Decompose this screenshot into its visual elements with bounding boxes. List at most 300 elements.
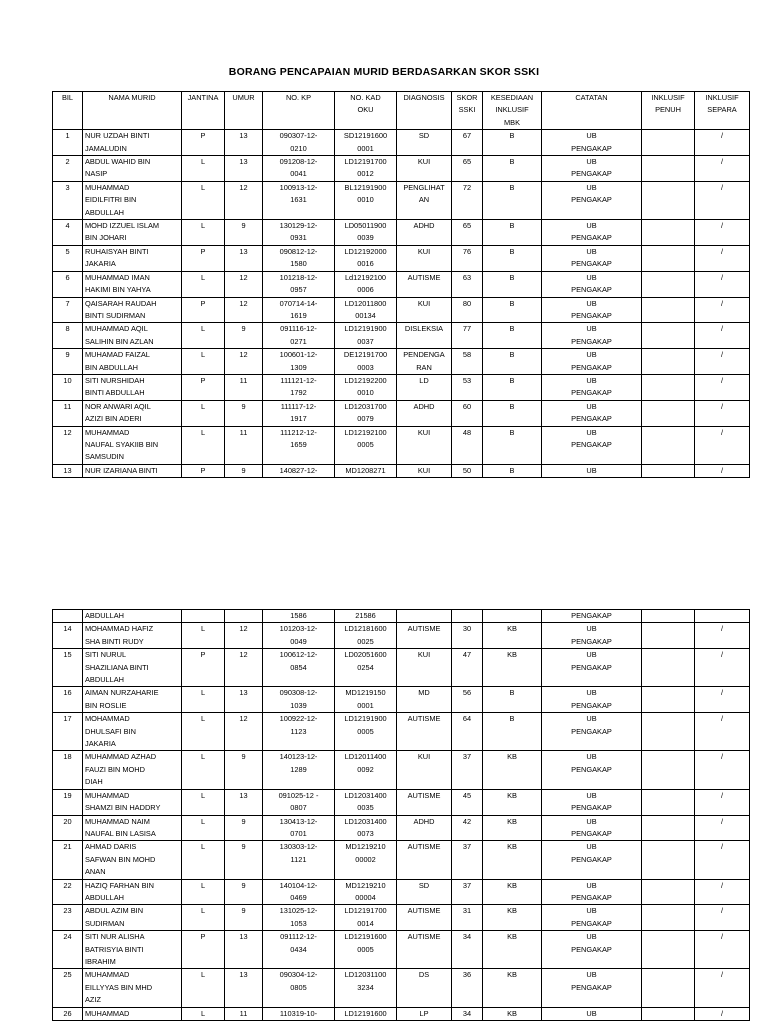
table-header-row: [53, 92, 750, 130]
table-row: [53, 623, 750, 649]
cell-no-kp: 111117-12- 1917: [263, 400, 335, 426]
cell-kesediaan-inklusif: KB: [483, 649, 542, 687]
cell-diagnosis: LD: [397, 374, 452, 400]
cell-diagnosis: KUI: [397, 649, 452, 687]
header-nama-murid: NAMA MURID: [83, 92, 182, 130]
cell-no-kad-oku: LD12191900 0037: [335, 323, 397, 349]
cell-kesediaan-inklusif: KB: [483, 751, 542, 789]
cell-inklusif-separa: /: [695, 374, 750, 400]
cell-inklusif-separa: /: [695, 713, 750, 751]
cell-jantina: P: [182, 297, 225, 323]
cell-nama-murid: MOHAMMAD HAFIZ SHA BINTI RUDY: [83, 623, 182, 649]
cell-inklusif-separa: /: [695, 464, 750, 477]
score-table-page-1: [52, 91, 750, 478]
cell-skor-sski: 76: [452, 245, 483, 271]
table-row: [53, 649, 750, 687]
cell-inklusif-penuh: [642, 879, 695, 905]
cell-bil: 4: [53, 220, 83, 246]
cell-catatan: UB PENGAKAP: [542, 297, 642, 323]
cell-nama-murid: ABDULLAH: [83, 610, 182, 623]
cell-nama-murid: RUHAISYAH BINTI JAKARIA: [83, 245, 182, 271]
cell-skor-sski: 37: [452, 879, 483, 905]
cell-catatan: UB PENGAKAP: [542, 271, 642, 297]
cell-no-kp: 090308-12- 1039: [263, 687, 335, 713]
cell-inklusif-penuh: [642, 687, 695, 713]
cell-no-kp: 101203-12- 0049: [263, 623, 335, 649]
cell-no-kp: 100922-12- 1123: [263, 713, 335, 751]
table-row: [53, 751, 750, 789]
cell-no-kad-oku: LD12191700 0014: [335, 905, 397, 931]
cell-inklusif-separa: /: [695, 349, 750, 375]
cell-no-kad-oku: LD12192000 0016: [335, 245, 397, 271]
header-umur: UMUR: [225, 92, 263, 130]
cell-inklusif-separa: /: [695, 156, 750, 182]
cell-nama-murid: MUHAMMAD: [83, 1007, 182, 1020]
cell-no-kad-oku: LD12181600 0025: [335, 623, 397, 649]
cell-no-kad-oku: MD1219210 00004: [335, 879, 397, 905]
cell-catatan: UB PENGAKAP: [542, 687, 642, 713]
cell-umur: 9: [225, 464, 263, 477]
cell-diagnosis: ADHD: [397, 815, 452, 841]
cell-inklusif-penuh: [642, 349, 695, 375]
cell-inklusif-penuh: [642, 841, 695, 879]
cell-skor-sski: 47: [452, 649, 483, 687]
cell-jantina: P: [182, 931, 225, 969]
cell-inklusif-separa: /: [695, 323, 750, 349]
cell-kesediaan-inklusif: KB: [483, 815, 542, 841]
cell-bil: 5: [53, 245, 83, 271]
cell-skor-sski: 50: [452, 464, 483, 477]
cell-no-kad-oku: LD12191900 0005: [335, 713, 397, 751]
table-row: [53, 400, 750, 426]
cell-catatan: UB PENGAKAP: [542, 713, 642, 751]
header-skor-sski: SKOR SSKI: [452, 92, 483, 130]
cell-kesediaan-inklusif: KB: [483, 623, 542, 649]
cell-catatan: UB PENGAKAP: [542, 751, 642, 789]
table-row: [53, 156, 750, 182]
cell-inklusif-penuh: [642, 905, 695, 931]
cell-jantina: P: [182, 245, 225, 271]
cell-no-kad-oku: LD12192200 0010: [335, 374, 397, 400]
cell-bil: 23: [53, 905, 83, 931]
cell-jantina: L: [182, 220, 225, 246]
cell-inklusif-separa: /: [695, 649, 750, 687]
cell-jantina: L: [182, 905, 225, 931]
cell-inklusif-separa: /: [695, 687, 750, 713]
cell-diagnosis: AUTISME: [397, 931, 452, 969]
cell-inklusif-penuh: [642, 130, 695, 156]
cell-no-kp: 140104-12- 0469: [263, 879, 335, 905]
cell-bil: 8: [53, 323, 83, 349]
cell-umur: 12: [225, 713, 263, 751]
cell-no-kad-oku: MD1219210 00002: [335, 841, 397, 879]
cell-no-kad-oku: LD12011800 00134: [335, 297, 397, 323]
cell-jantina: L: [182, 271, 225, 297]
cell-umur: 9: [225, 879, 263, 905]
cell-nama-murid: SITI NUR ALISHA BATRISYIA BINTI IBRAHIM: [83, 931, 182, 969]
cell-inklusif-penuh: [642, 815, 695, 841]
cell-kesediaan-inklusif: B: [483, 323, 542, 349]
cell-skor-sski: 56: [452, 687, 483, 713]
cell-skor-sski: 63: [452, 271, 483, 297]
table-row: [53, 349, 750, 375]
cell-nama-murid: MUHAMMAD SHAMZI BIN HADDRY: [83, 789, 182, 815]
cell-kesediaan-inklusif: B: [483, 220, 542, 246]
cell-no-kp: 130303-12- 1121: [263, 841, 335, 879]
cell-no-kad-oku: LD12031100 3234: [335, 969, 397, 1007]
cell-nama-murid: SITI NURSHIDAH BINTI ABDULLAH: [83, 374, 182, 400]
cell-kesediaan-inklusif: KB: [483, 1007, 542, 1020]
cell-no-kp: 111212-12- 1659: [263, 426, 335, 464]
cell-jantina: L: [182, 623, 225, 649]
form-title: BORANG PENCAPAIAN MURID BERDASARKAN SKOR SSKI: [228, 66, 540, 78]
cell-inklusif-penuh: [642, 751, 695, 789]
cell-umur: 11: [225, 374, 263, 400]
cell-jantina: L: [182, 181, 225, 219]
cell-no-kp: 100601-12- 1309: [263, 349, 335, 375]
cell-no-kad-oku: SD12191600 0001: [335, 130, 397, 156]
cell-inklusif-separa: [695, 610, 750, 623]
cell-no-kad-oku: LD12191600 0005: [335, 931, 397, 969]
cell-kesediaan-inklusif: B: [483, 181, 542, 219]
cell-umur: 9: [225, 751, 263, 789]
table-row: [53, 181, 750, 219]
cell-kesediaan-inklusif: B: [483, 400, 542, 426]
cell-jantina: L: [182, 1007, 225, 1020]
cell-kesediaan-inklusif: B: [483, 271, 542, 297]
cell-umur: 11: [225, 426, 263, 464]
cell-skor-sski: 58: [452, 349, 483, 375]
cell-inklusif-separa: /: [695, 789, 750, 815]
cell-no-kad-oku: LD05011900 0039: [335, 220, 397, 246]
cell-umur: 9: [225, 220, 263, 246]
cell-kesediaan-inklusif: B: [483, 349, 542, 375]
cell-no-kad-oku: Ld12192100 0006: [335, 271, 397, 297]
cell-bil: 11: [53, 400, 83, 426]
cell-no-kp: 130129-12- 0931: [263, 220, 335, 246]
cell-inklusif-separa: /: [695, 905, 750, 931]
cell-diagnosis: SD: [397, 130, 452, 156]
header-jantina: JANTINA: [182, 92, 225, 130]
cell-nama-murid: AHMAD DARIS SAFWAN BIN MOHD ANAN: [83, 841, 182, 879]
cell-umur: 12: [225, 181, 263, 219]
cell-skor-sski: 64: [452, 713, 483, 751]
table-row: [53, 297, 750, 323]
cell-kesediaan-inklusif: KB: [483, 905, 542, 931]
cell-jantina: L: [182, 969, 225, 1007]
cell-nama-murid: MOHD IZZUEL ISLAM BIN JOHARI: [83, 220, 182, 246]
cell-nama-murid: MUHAMMAD NAUFAL SYAKIIB BIN SAMSUDIN: [83, 426, 182, 464]
cell-skor-sski: 65: [452, 156, 483, 182]
cell-no-kp: 140827-12-: [263, 464, 335, 477]
table-row: [53, 464, 750, 477]
cell-nama-murid: MUHAMMAD NAIM NAUFAL BIN LASISA: [83, 815, 182, 841]
cell-diagnosis: DS: [397, 969, 452, 1007]
cell-no-kp: 091025-12 - 0807: [263, 789, 335, 815]
cell-skor-sski: 53: [452, 374, 483, 400]
cell-bil: [53, 610, 83, 623]
cell-no-kp: 111121-12- 1792: [263, 374, 335, 400]
cell-skor-sski: 65: [452, 220, 483, 246]
cell-skor-sski: 67: [452, 130, 483, 156]
cell-skor-sski: 36: [452, 969, 483, 1007]
cell-nama-murid: ABDUL WAHID BIN NASIP: [83, 156, 182, 182]
cell-no-kp: 070714-14- 1619: [263, 297, 335, 323]
cell-diagnosis: KUI: [397, 297, 452, 323]
cell-nama-murid: MUHAMMAD IMAN HAKIMI BIN YAHYA: [83, 271, 182, 297]
cell-umur: 13: [225, 969, 263, 1007]
header-no-kp: NO. KP: [263, 92, 335, 130]
cell-inklusif-separa: /: [695, 879, 750, 905]
cell-bil: 1: [53, 130, 83, 156]
cell-no-kp: 101218-12- 0957: [263, 271, 335, 297]
cell-inklusif-separa: /: [695, 271, 750, 297]
cell-umur: 9: [225, 323, 263, 349]
cell-kesediaan-inklusif: B: [483, 713, 542, 751]
table-row: [53, 323, 750, 349]
cell-nama-murid: MUHAMAD FAIZAL BIN ABDULLAH: [83, 349, 182, 375]
cell-catatan: UB PENGAKAP: [542, 879, 642, 905]
cell-jantina: L: [182, 713, 225, 751]
cell-catatan: UB PENGAKAP: [542, 349, 642, 375]
cell-jantina: L: [182, 349, 225, 375]
cell-bil: 18: [53, 751, 83, 789]
cell-diagnosis: AUTISME: [397, 623, 452, 649]
table-row: [53, 1007, 750, 1020]
cell-no-kp: 091208-12- 0041: [263, 156, 335, 182]
cell-catatan: UB PENGAKAP: [542, 649, 642, 687]
cell-jantina: L: [182, 879, 225, 905]
table-row: [53, 245, 750, 271]
cell-no-kp: 140123-12- 1289: [263, 751, 335, 789]
cell-diagnosis: KUI: [397, 156, 452, 182]
cell-catatan: UB PENGAKAP: [542, 181, 642, 219]
cell-kesediaan-inklusif: KB: [483, 931, 542, 969]
cell-catatan: UB PENGAKAP: [542, 905, 642, 931]
cell-kesediaan-inklusif: B: [483, 156, 542, 182]
cell-inklusif-penuh: [642, 181, 695, 219]
cell-catatan: UB: [542, 464, 642, 477]
cell-umur: 12: [225, 349, 263, 375]
cell-inklusif-separa: /: [695, 181, 750, 219]
cell-diagnosis: ADHD: [397, 400, 452, 426]
cell-no-kad-oku: LD12191600: [335, 1007, 397, 1020]
cell-nama-murid: MUHAMMAD AQIL SALIHIN BIN AZLAN: [83, 323, 182, 349]
table-row: [53, 789, 750, 815]
table-row: [53, 905, 750, 931]
cell-skor-sski: 37: [452, 751, 483, 789]
cell-catatan: UB PENGAKAP: [542, 815, 642, 841]
cell-jantina: L: [182, 815, 225, 841]
cell-jantina: L: [182, 156, 225, 182]
cell-catatan: UB PENGAKAP: [542, 156, 642, 182]
cell-jantina: L: [182, 426, 225, 464]
cell-nama-murid: AIMAN NURZAHARIE BIN ROSLIE: [83, 687, 182, 713]
cell-inklusif-penuh: [642, 969, 695, 1007]
header-inklusif-separa: INKLUSIF SEPARA: [695, 92, 750, 130]
cell-nama-murid: NUR UZDAH BINTI JAMALUDIN: [83, 130, 182, 156]
table-row: [53, 374, 750, 400]
header-kesediaan-inklusif: KESEDIAAN INKLUSIF MBK: [483, 92, 542, 130]
cell-umur: 12: [225, 649, 263, 687]
cell-bil: 17: [53, 713, 83, 751]
cell-no-kp: 100913-12- 1631: [263, 181, 335, 219]
cell-no-kad-oku: LD12011400 0092: [335, 751, 397, 789]
header-no-kad-oku: NO. KAD OKU: [335, 92, 397, 130]
cell-nama-murid: QAISARAH RAUDAH BINTI SUDIRMAN: [83, 297, 182, 323]
cell-umur: 13: [225, 245, 263, 271]
cell-diagnosis: AUTISME: [397, 841, 452, 879]
cell-no-kad-oku: LD12031400 0073: [335, 815, 397, 841]
header-bil: BIL: [53, 92, 83, 130]
cell-umur: 13: [225, 789, 263, 815]
cell-no-kad-oku: 21586: [335, 610, 397, 623]
cell-nama-murid: MUHAMMAD AZHAD FAUZI BIN MOHD DIAH: [83, 751, 182, 789]
cell-catatan: UB PENGAKAP: [542, 841, 642, 879]
cell-nama-murid: NUR IZARIANA BINTI: [83, 464, 182, 477]
cell-skor-sski: 34: [452, 931, 483, 969]
cell-inklusif-penuh: [642, 323, 695, 349]
cell-catatan: UB PENGAKAP: [542, 789, 642, 815]
cell-skor-sski: 80: [452, 297, 483, 323]
cell-inklusif-separa: /: [695, 130, 750, 156]
cell-skor-sski: 42: [452, 815, 483, 841]
cell-umur: 13: [225, 687, 263, 713]
cell-no-kad-oku: BL12191900 0010: [335, 181, 397, 219]
cell-inklusif-separa: /: [695, 297, 750, 323]
cell-jantina: L: [182, 789, 225, 815]
cell-jantina: L: [182, 751, 225, 789]
cell-kesediaan-inklusif: KB: [483, 969, 542, 1007]
cell-umur: 13: [225, 130, 263, 156]
cell-catatan: UB PENGAKAP: [542, 969, 642, 1007]
table-row: [53, 130, 750, 156]
cell-inklusif-penuh: [642, 400, 695, 426]
cell-diagnosis: [397, 610, 452, 623]
cell-no-kp: 090304-12- 0805: [263, 969, 335, 1007]
cell-bil: 16: [53, 687, 83, 713]
cell-inklusif-penuh: [642, 1007, 695, 1020]
cell-inklusif-penuh: [642, 245, 695, 271]
cell-kesediaan-inklusif: [483, 610, 542, 623]
cell-bil: 2: [53, 156, 83, 182]
cell-kesediaan-inklusif: B: [483, 245, 542, 271]
cell-inklusif-penuh: [642, 649, 695, 687]
cell-no-kad-oku: LD02051600 0254: [335, 649, 397, 687]
table-row: [53, 687, 750, 713]
cell-catatan: UB PENGAKAP: [542, 374, 642, 400]
table-row: [53, 713, 750, 751]
cell-bil: 13: [53, 464, 83, 477]
cell-umur: 9: [225, 815, 263, 841]
cell-bil: 6: [53, 271, 83, 297]
cell-no-kad-oku: MD1219150 0001: [335, 687, 397, 713]
cell-jantina: L: [182, 400, 225, 426]
cell-jantina: P: [182, 374, 225, 400]
cell-diagnosis: KUI: [397, 464, 452, 477]
cell-bil: 15: [53, 649, 83, 687]
cell-bil: 3: [53, 181, 83, 219]
table-row: [53, 426, 750, 464]
cell-no-kad-oku: MD1208271: [335, 464, 397, 477]
cell-inklusif-penuh: [642, 789, 695, 815]
table-row: [53, 879, 750, 905]
cell-skor-sski: 34: [452, 1007, 483, 1020]
cell-catatan: UB: [542, 1007, 642, 1020]
cell-no-kp: 110319-10-: [263, 1007, 335, 1020]
header-catatan: CATATAN: [542, 92, 642, 130]
cell-inklusif-separa: /: [695, 1007, 750, 1020]
cell-skor-sski: 31: [452, 905, 483, 931]
cell-no-kad-oku: LD12191700 0012: [335, 156, 397, 182]
table-row: [53, 610, 750, 623]
cell-kesediaan-inklusif: KB: [483, 841, 542, 879]
cell-no-kp: 131025-12- 1053: [263, 905, 335, 931]
cell-no-kp: 100612-12- 0854: [263, 649, 335, 687]
cell-kesediaan-inklusif: B: [483, 297, 542, 323]
cell-no-kp: 130413-12- 0701: [263, 815, 335, 841]
cell-no-kad-oku: LD12031700 0079: [335, 400, 397, 426]
cell-inklusif-separa: /: [695, 969, 750, 1007]
header-inklusif-penuh: INKLUSIF PENUH: [642, 92, 695, 130]
cell-nama-murid: MUHAMMAD EIDILFITRI BIN ABDULLAH: [83, 181, 182, 219]
cell-skor-sski: 60: [452, 400, 483, 426]
cell-skor-sski: 30: [452, 623, 483, 649]
cell-catatan: UB PENGAKAP: [542, 426, 642, 464]
cell-nama-murid: SITI NURUL SHAZILIANA BINTI ABDULLAH: [83, 649, 182, 687]
cell-nama-murid: MUHAMMAD EILLYYAS BIN MHD AZIZ: [83, 969, 182, 1007]
header-diagnosis: DIAGNOSIS: [397, 92, 452, 130]
cell-inklusif-penuh: [642, 713, 695, 751]
cell-bil: 25: [53, 969, 83, 1007]
cell-jantina: P: [182, 130, 225, 156]
cell-inklusif-separa: /: [695, 220, 750, 246]
table-row: [53, 271, 750, 297]
cell-no-kad-oku: LD12031400 0035: [335, 789, 397, 815]
cell-catatan: PENGAKAP: [542, 610, 642, 623]
cell-umur: 9: [225, 841, 263, 879]
cell-umur: [225, 610, 263, 623]
cell-umur: 13: [225, 931, 263, 969]
cell-catatan: UB PENGAKAP: [542, 323, 642, 349]
cell-inklusif-penuh: [642, 156, 695, 182]
cell-no-kp: 1586: [263, 610, 335, 623]
cell-kesediaan-inklusif: KB: [483, 789, 542, 815]
cell-catatan: UB PENGAKAP: [542, 400, 642, 426]
cell-bil: 20: [53, 815, 83, 841]
cell-catatan: UB PENGAKAP: [542, 220, 642, 246]
cell-catatan: UB PENGAKAP: [542, 623, 642, 649]
cell-skor-sski: 72: [452, 181, 483, 219]
cell-bil: 22: [53, 879, 83, 905]
cell-jantina: P: [182, 464, 225, 477]
cell-diagnosis: KUI: [397, 751, 452, 789]
cell-catatan: UB PENGAKAP: [542, 130, 642, 156]
cell-jantina: L: [182, 687, 225, 713]
cell-skor-sski: 48: [452, 426, 483, 464]
cell-bil: 7: [53, 297, 83, 323]
cell-inklusif-separa: /: [695, 400, 750, 426]
cell-inklusif-penuh: [642, 464, 695, 477]
cell-inklusif-penuh: [642, 931, 695, 969]
cell-bil: 26: [53, 1007, 83, 1020]
cell-umur: 11: [225, 1007, 263, 1020]
cell-kesediaan-inklusif: KB: [483, 879, 542, 905]
cell-jantina: L: [182, 323, 225, 349]
cell-jantina: L: [182, 841, 225, 879]
cell-nama-murid: HAZIQ FARHAN BIN ABDULLAH: [83, 879, 182, 905]
cell-inklusif-penuh: [642, 374, 695, 400]
